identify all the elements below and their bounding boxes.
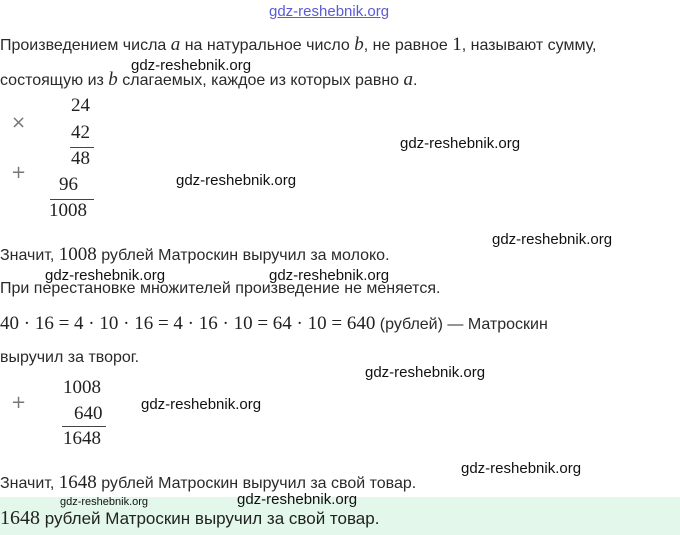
- watermark: gdz-reshebnik.org: [60, 496, 149, 508]
- definition-text: .: [413, 72, 418, 89]
- answer-text: рублей Матроскин выручил за свой товар.: [40, 509, 380, 528]
- plus-sign: +: [11, 162, 27, 183]
- addition-rule: [62, 426, 106, 427]
- goods-sum: 1648: [58, 472, 97, 493]
- product-result: 1008: [49, 200, 87, 221]
- definition-text: слагаемых, каждое из которых равно: [117, 72, 404, 89]
- watermark: gdz-reshebnik.org: [365, 364, 486, 381]
- partial-product-2: 96: [59, 174, 78, 195]
- conclusion-text: Значит,: [0, 475, 59, 492]
- formula-expression: 40 · 16 = 4 · 10 · 16 = 4 · 16 · 10 = 64 · 10 = 640: [0, 313, 376, 334]
- definition-text: состоящую из: [0, 72, 109, 89]
- watermark: gdz-reshebnik.org: [492, 231, 613, 248]
- commutative-rule: При перестановке множителей произведение не меняется.: [0, 280, 441, 297]
- cheese-line: выручил за творог.: [0, 349, 140, 366]
- watermark: gdz-reshebnik.org: [400, 135, 521, 152]
- variable-b: b: [354, 34, 364, 55]
- multiplier: 42: [71, 122, 90, 143]
- milk-conclusion: [0, 244, 390, 266]
- conclusion-text: рублей Матроскин выручил за свой товар.: [96, 475, 417, 492]
- answer-line: [0, 507, 379, 530]
- conclusion-text: Значит,: [0, 247, 59, 264]
- formula-line: [0, 313, 548, 335]
- definition-line-1: [0, 34, 596, 56]
- plus-sign: +: [11, 392, 27, 413]
- milk-sum: 1008: [58, 244, 97, 265]
- definition-text: , называют сумму,: [461, 37, 597, 54]
- addend-2: 640: [74, 403, 103, 424]
- formula-tail: (рублей) — Матроскин: [375, 316, 548, 333]
- variable-a: a: [170, 34, 181, 55]
- watermark: gdz-reshebnik.org: [131, 57, 252, 74]
- watermark: gdz-reshebnik.org: [269, 267, 390, 284]
- watermark: gdz-reshebnik.org: [237, 491, 358, 508]
- watermark: gdz-reshebnik.org: [461, 460, 582, 477]
- definition-text: на натуральное число: [180, 37, 355, 54]
- partial-product-1: 48: [71, 148, 90, 169]
- definition-text: Произведением числа: [0, 37, 171, 54]
- watermark: gdz-reshebnik.org: [176, 172, 297, 189]
- answer-sum: 1648: [0, 507, 40, 529]
- addend-1: 1008: [63, 377, 101, 398]
- number-one: 1: [452, 34, 462, 55]
- watermark-top[interactable]: gdz-reshebnik.org: [269, 3, 390, 20]
- watermark: gdz-reshebnik.org: [45, 267, 166, 284]
- multiplicand: 24: [71, 95, 90, 116]
- definition-text: , не равное: [363, 37, 453, 54]
- addition-result: 1648: [63, 428, 101, 449]
- conclusion-text: рублей Матроскин выручил за молоко.: [96, 247, 390, 264]
- variable-b: b: [108, 69, 118, 90]
- variable-a: a: [403, 69, 413, 90]
- multiply-sign: ×: [11, 112, 27, 133]
- watermark: gdz-reshebnik.org: [141, 396, 262, 413]
